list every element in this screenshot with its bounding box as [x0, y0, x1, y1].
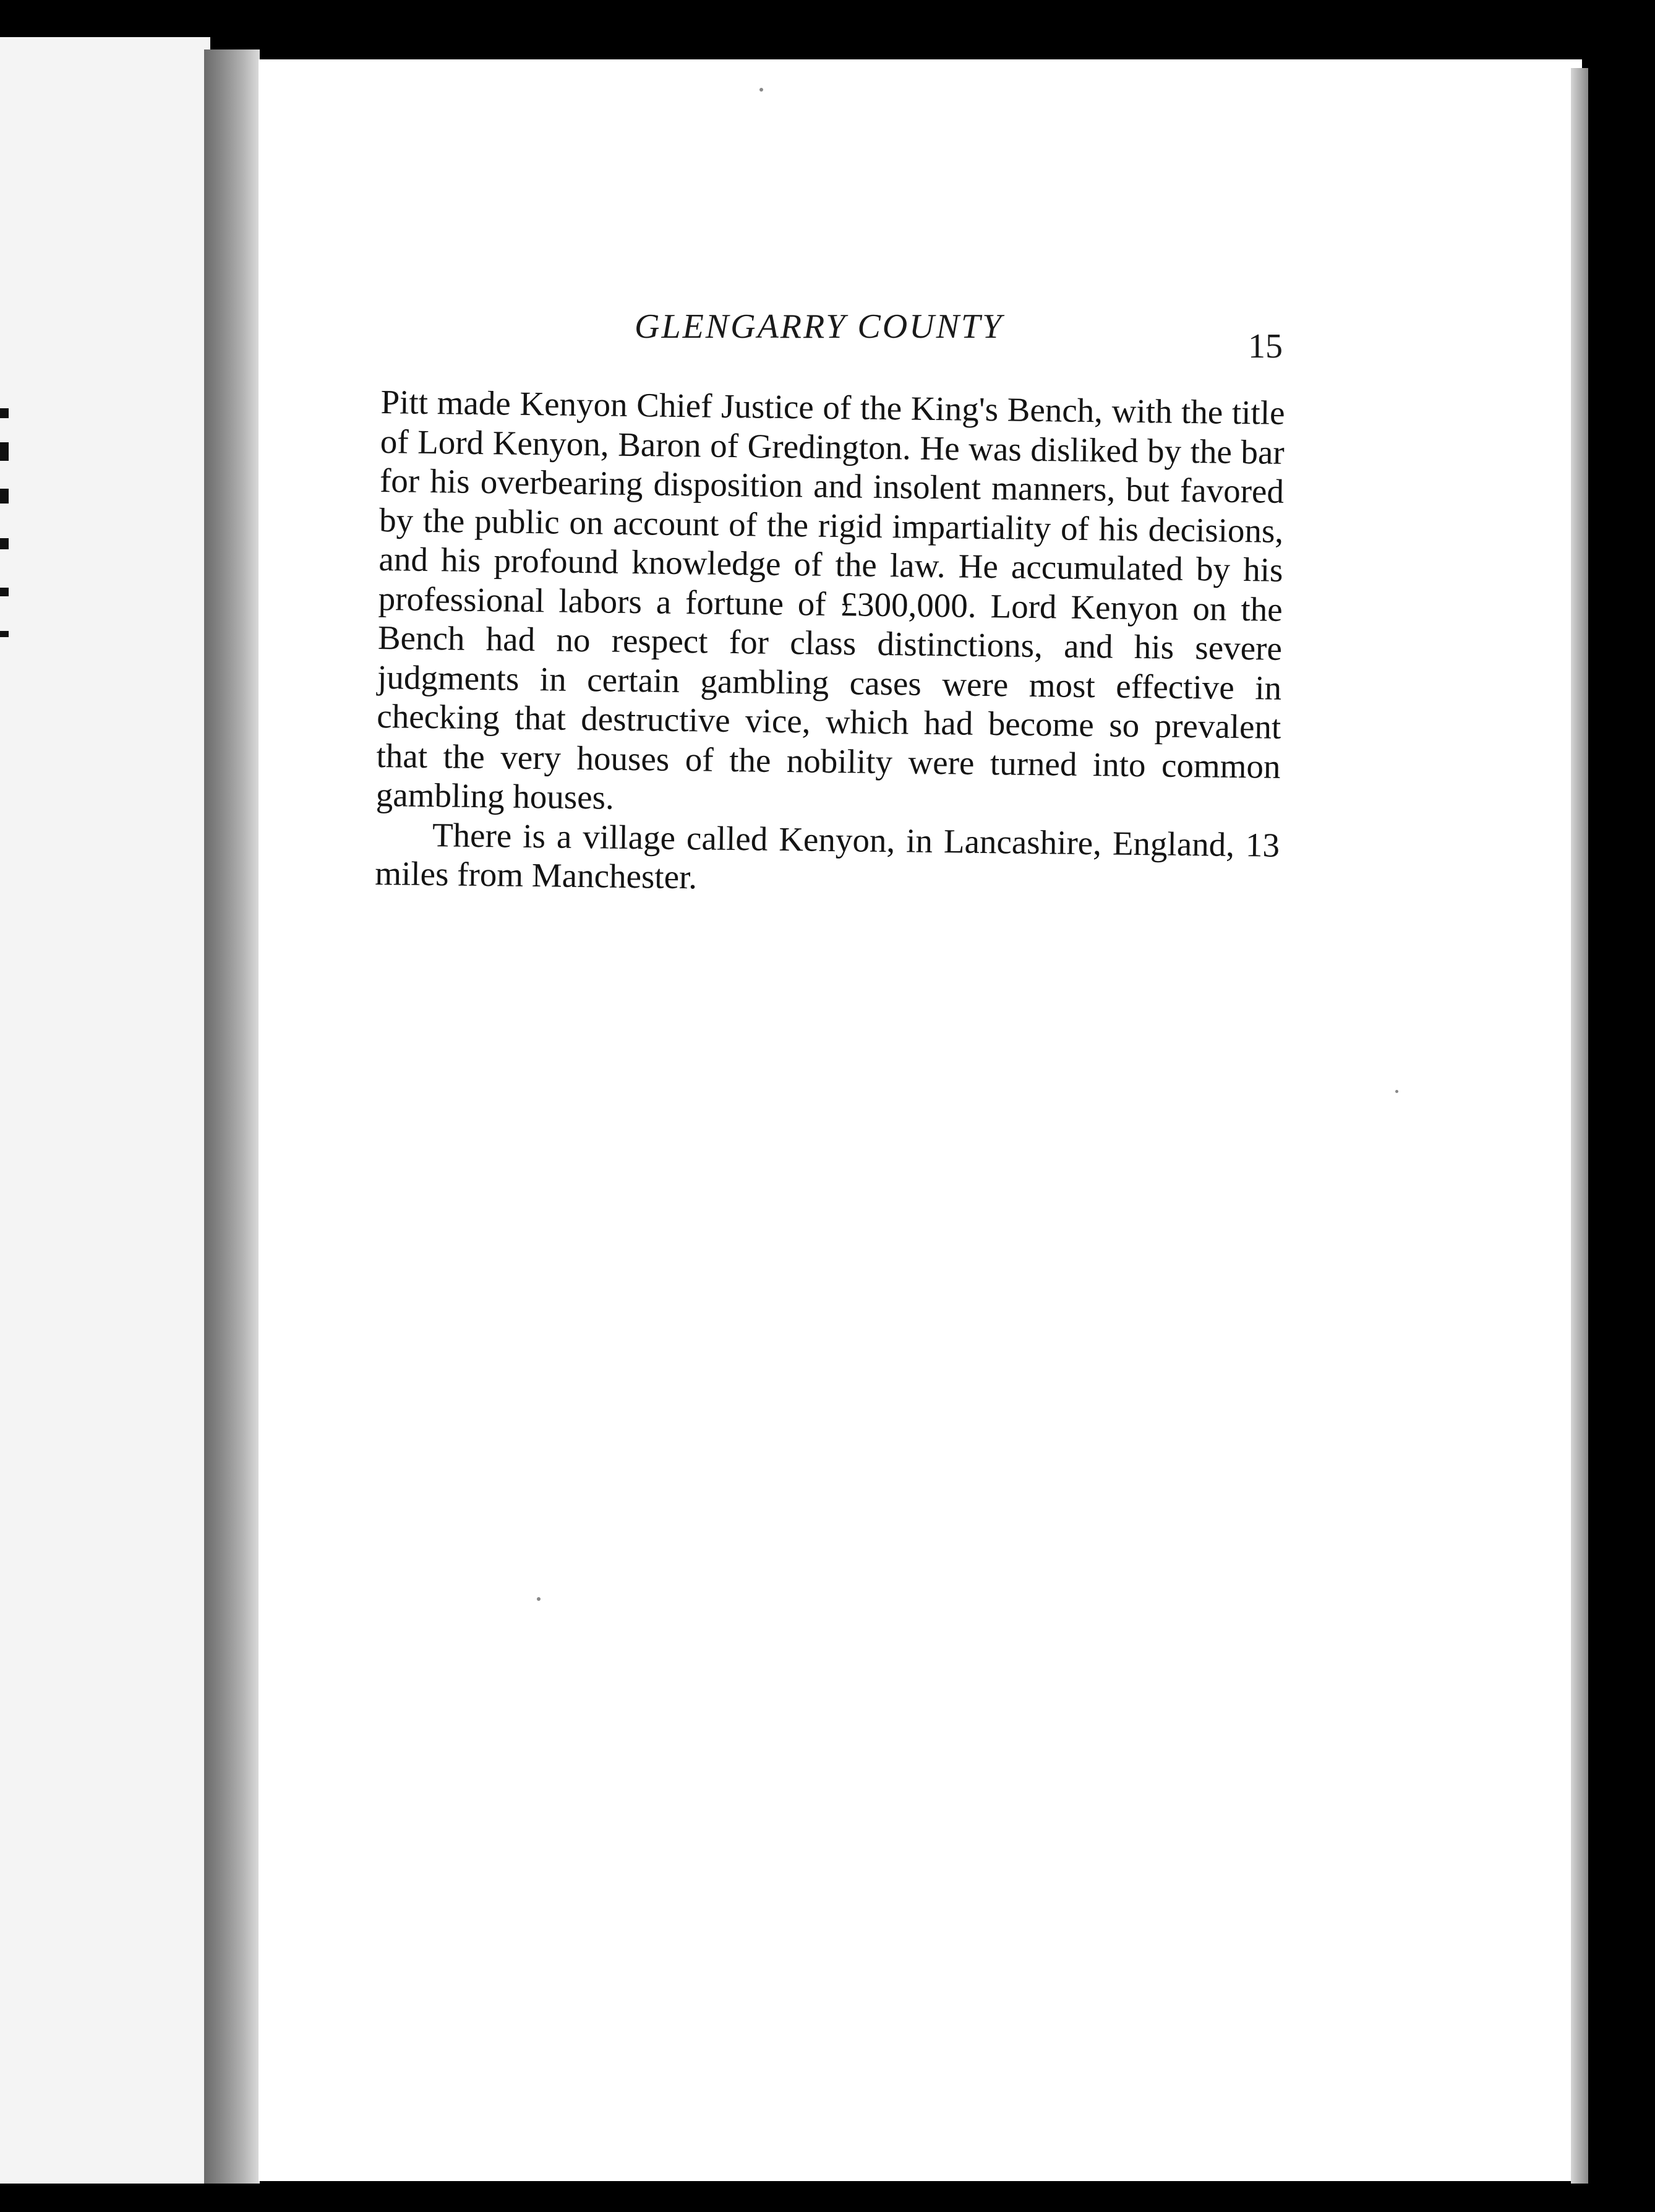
page-number: 15 [1248, 327, 1283, 366]
book-gutter-shadow [204, 49, 260, 2184]
facing-page-left [0, 37, 210, 2184]
book-page [259, 59, 1582, 2181]
scan-speck [759, 88, 763, 92]
paragraph: There is a village called Kenyon, in Lancashire, England, 13 miles from Manchester. [374, 815, 1280, 896]
page-edge-shadow [1571, 68, 1588, 2184]
running-head: GLENGARRY COUNTY [635, 307, 1004, 346]
scan-speck [1395, 1090, 1398, 1093]
paragraph: Pitt made Kenyon Chief Justice of the King's Bench, with the title of Lord Kenyon, Baron of Gredington. He was disliked by the bar for his overbearing disposition and insolent manners, but favored by the public on account of the rigid impartiality of his decisions, and his profound knowledge of the law. He accumulated by his professional labors a fortune of £300,000. Lord Kenyon on the Bench had no respect for class distinctions, and his severe judgments in certain gambling cases were most effective in checking that destructive vice, which had become so prevalent that the very houses of the nobility were turned into common gambling houses. [375, 382, 1285, 817]
body-text [375, 382, 1285, 904]
scan-speck [537, 1597, 541, 1601]
facing-page-text-fragment [0, 408, 15, 718]
